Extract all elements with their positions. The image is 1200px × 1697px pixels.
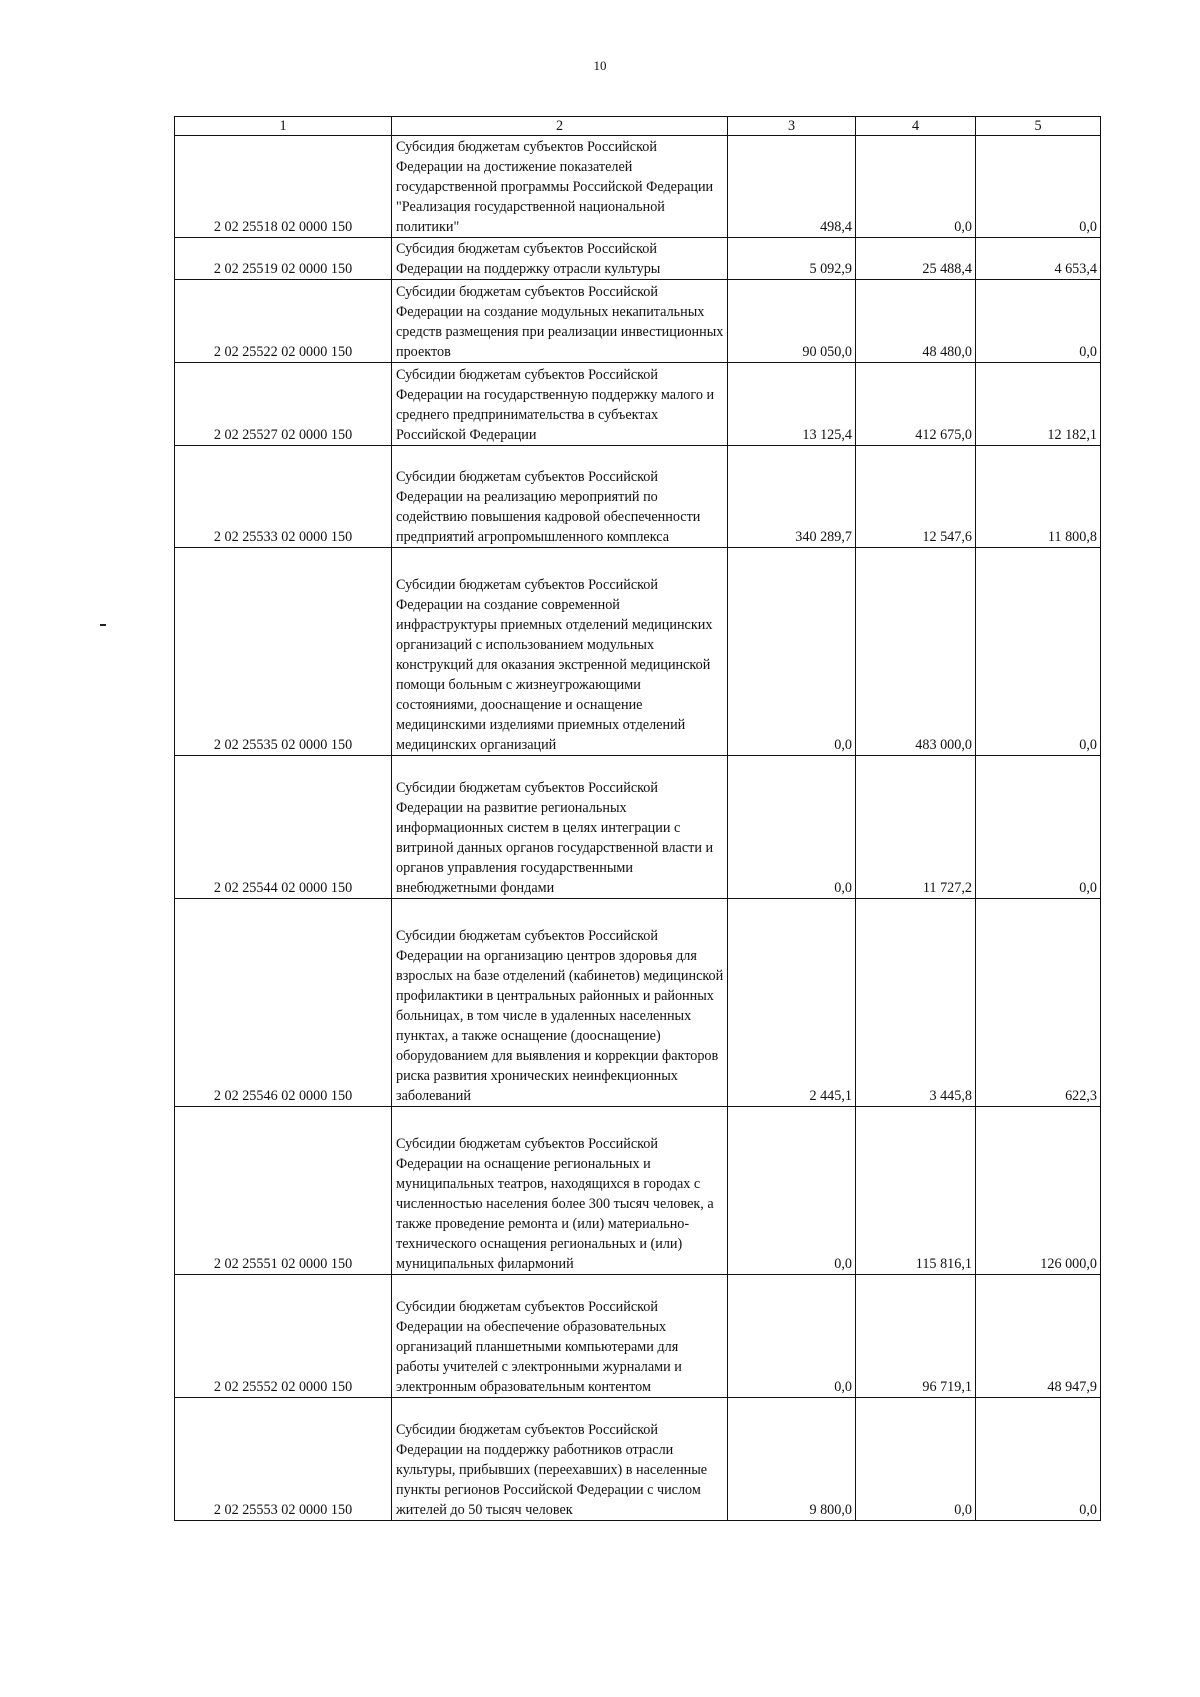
row-value-col3: 0,0	[728, 756, 856, 899]
column-header-1: 1	[175, 117, 392, 136]
row-value-col4: 96 719,1	[856, 1275, 976, 1398]
column-header-2: 2	[392, 117, 728, 136]
row-description: Субсидии бюджетам субъектов Российской Федерации на реализацию мероприятий по содействию повышения кадровой обеспеченности предприятий агропромышленного комплекса	[392, 446, 728, 548]
row-value-col4: 3 445,8	[856, 899, 976, 1107]
row-value-col4: 483 000,0	[856, 548, 976, 756]
table-row	[175, 1275, 1101, 1398]
row-value-col3: 90 050,0	[728, 280, 856, 363]
row-value-col5: 0,0	[976, 280, 1101, 363]
row-value-col3: 0,0	[728, 1107, 856, 1275]
row-value-col3: 0,0	[728, 548, 856, 756]
row-description: Субсидии бюджетам субъектов Российской Федерации на обеспечение образовательных организаций планшетными компьютерами для работы учителей с электронными журналами и электронным образовательным контентом	[392, 1275, 728, 1398]
row-description: Субсидии бюджетам субъектов Российской Федерации на государственную поддержку малого и среднего предпринимательства в субъектах Российской Федерации	[392, 363, 728, 446]
table-row	[175, 446, 1101, 548]
row-description: Субсидии бюджетам субъектов Российской Федерации на создание современной инфраструктуры приемных отделений медицинских организаций с использованием модульных конструкций для оказания экстренной медицинской помощи больным с жизнеугрожающими состояниями, дооснащение и оснащение медицинскими изделиями приемных отделений медицинских организаций	[392, 548, 728, 756]
page-number: 10	[593, 58, 607, 73]
row-value-col4: 48 480,0	[856, 280, 976, 363]
row-description: Субсидии бюджетам субъектов Российской Федерации на поддержку работников отрасли культуры, прибывших (переехавших) в населенные пункты регионов Российской Федерации с числом жителей до 50 тысяч человек	[392, 1398, 728, 1521]
row-value-col3: 5 092,9	[728, 238, 856, 280]
row-code: 2 02 25544 02 0000 150	[175, 756, 392, 899]
row-value-col5: 12 182,1	[976, 363, 1101, 446]
row-value-col5: 48 947,9	[976, 1275, 1101, 1398]
budget-revenue-table	[174, 116, 1101, 1521]
row-value-col4: 25 488,4	[856, 238, 976, 280]
table-row	[175, 756, 1101, 899]
table-row	[175, 1107, 1101, 1275]
row-value-col4: 115 816,1	[856, 1107, 976, 1275]
row-code: 2 02 25546 02 0000 150	[175, 899, 392, 1107]
table-row	[175, 238, 1101, 280]
row-value-col5: 0,0	[976, 136, 1101, 238]
row-value-col5: 0,0	[976, 756, 1101, 899]
row-value-col3: 498,4	[728, 136, 856, 238]
row-value-col5: 0,0	[976, 548, 1101, 756]
row-value-col5: 0,0	[976, 1398, 1101, 1521]
row-code: 2 02 25553 02 0000 150	[175, 1398, 392, 1521]
row-value-col3: 2 445,1	[728, 899, 856, 1107]
row-code: 2 02 25522 02 0000 150	[175, 280, 392, 363]
row-description: Субсидия бюджетам субъектов Российской Федерации на поддержку отрасли культуры	[392, 238, 728, 280]
row-description: Субсидии бюджетам субъектов Российской Федерации на развитие региональных информационных систем в целях интеграции с витриной данных органов государственной власти и органов управления государственными внебюджетными фондами	[392, 756, 728, 899]
column-header-4: 4	[856, 117, 976, 136]
table-row	[175, 136, 1101, 238]
table-row	[175, 899, 1101, 1107]
row-description: Субсидии бюджетам субъектов Российской Федерации на создание модульных некапитальных средств размещения при реализации инвестиционных проектов	[392, 280, 728, 363]
row-code: 2 02 25535 02 0000 150	[175, 548, 392, 756]
row-value-col3: 0,0	[728, 1275, 856, 1398]
row-value-col4: 412 675,0	[856, 363, 976, 446]
row-value-col4: 0,0	[856, 136, 976, 238]
column-header-5: 5	[976, 117, 1101, 136]
column-header-3: 3	[728, 117, 856, 136]
row-value-col3: 340 289,7	[728, 446, 856, 548]
row-code: 2 02 25518 02 0000 150	[175, 136, 392, 238]
row-code: 2 02 25527 02 0000 150	[175, 363, 392, 446]
row-value-col4: 12 547,6	[856, 446, 976, 548]
table-row	[175, 1398, 1101, 1521]
row-code: 2 02 25551 02 0000 150	[175, 1107, 392, 1275]
row-value-col5: 622,3	[976, 899, 1101, 1107]
row-value-col3: 13 125,4	[728, 363, 856, 446]
row-description: Субсидии бюджетам субъектов Российской Федерации на организацию центров здоровья для взрослых на базе отделений (кабинетов) медицинской профилактики в центральных районных и районных больницах, в том числе в удаленных населенных пунктах, а также оснащение (дооснащение) оборудованием для выявления и коррекции факторов риска развития хронических неинфекционных заболеваний	[392, 899, 728, 1107]
row-code: 2 02 25533 02 0000 150	[175, 446, 392, 548]
row-value-col5: 4 653,4	[976, 238, 1101, 280]
row-value-col3: 9 800,0	[728, 1398, 856, 1521]
row-description: Субсидия бюджетам субъектов Российской Федерации на достижение показателей государственной программы Российской Федерации "Реализация государственной национальной политики"	[392, 136, 728, 238]
table-header-row	[175, 117, 1101, 136]
table-row	[175, 280, 1101, 363]
row-description: Субсидии бюджетам субъектов Российской Федерации на оснащение региональных и муниципальных театров, находящихся в городах с численностью населения более 300 тысяч человек, а также проведение ремонта и (или) материально-технического оснащения региональных и (или) муниципальных филармоний	[392, 1107, 728, 1275]
row-value-col5: 11 800,8	[976, 446, 1101, 548]
row-code: 2 02 25552 02 0000 150	[175, 1275, 392, 1398]
table-row	[175, 548, 1101, 756]
scan-artifact-dot	[100, 624, 106, 626]
row-value-col4: 0,0	[856, 1398, 976, 1521]
table-row	[175, 363, 1101, 446]
row-code: 2 02 25519 02 0000 150	[175, 238, 392, 280]
row-value-col4: 11 727,2	[856, 756, 976, 899]
row-value-col5: 126 000,0	[976, 1107, 1101, 1275]
